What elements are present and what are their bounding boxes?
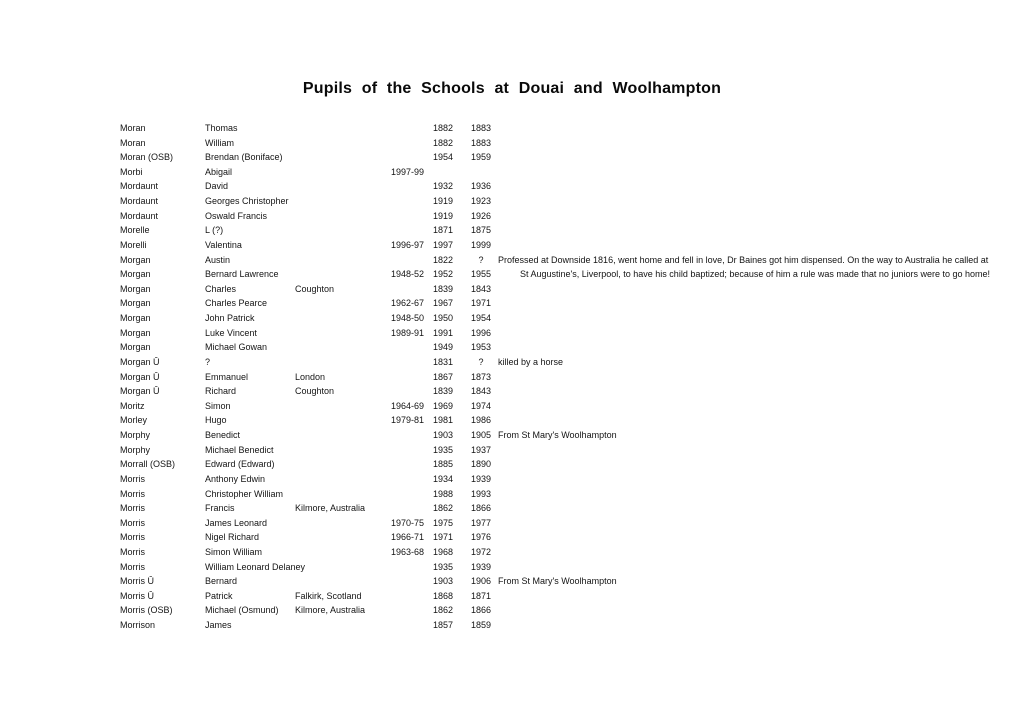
forename-cell: Richard — [205, 386, 237, 397]
table-row — [0, 136, 1024, 151]
forename-cell: Charles Pearce — [205, 298, 268, 309]
table-row — [0, 443, 1024, 458]
entry-year-cell: 1988 — [432, 488, 454, 499]
surname-cell: Moran — [120, 123, 146, 133]
table-row — [0, 267, 1024, 282]
leave-year-cell: 1954 — [470, 313, 492, 324]
table-row — [0, 370, 1024, 385]
leave-year-cell: 1936 — [470, 181, 492, 192]
entry-year-cell: 1867 — [432, 371, 454, 382]
surname-cell: Morgan Ū — [120, 371, 160, 382]
forename-cell: Thomas — [205, 123, 238, 133]
leave-year-cell: 1959 — [470, 152, 492, 163]
years-attended-cell: 1979-81 — [390, 415, 424, 426]
entry-year-cell: 1950 — [432, 313, 454, 324]
leave-year-cell: 1972 — [470, 546, 492, 557]
forename-cell: David — [205, 181, 229, 192]
leave-year-cell: 1926 — [470, 210, 492, 221]
surname-cell: Morris (OSB) — [120, 605, 173, 616]
surname-cell: Morrall (OSB) — [120, 459, 176, 470]
surname-cell: Morris — [120, 532, 145, 543]
note-cell: St Augustine's, Liverpool, to have his child baptized; because of him a rule was made that no juniors were to go home! — [520, 269, 990, 280]
entry-year-cell: 1857 — [432, 620, 454, 631]
surname-cell: Morgan Ū — [120, 386, 160, 397]
table-row — [0, 253, 1024, 268]
table-row — [0, 311, 1024, 326]
surname-cell: Mordaunt — [120, 181, 159, 192]
forename-cell: Michael Gowan — [205, 342, 268, 353]
surname-cell: Morelli — [120, 239, 147, 250]
leave-year-cell: 1859 — [470, 620, 492, 631]
table-row — [0, 501, 1024, 516]
note-cell: Professed at Downside 1816, went home and fell in love, Dr Baines got him dispensed. On the way to Australia he called at — [498, 254, 989, 265]
entry-year-cell: 1949 — [432, 342, 454, 353]
forename-cell: L (?) — [205, 225, 224, 236]
surname-cell: Morris — [120, 517, 145, 528]
entry-year-cell: 1831 — [432, 356, 454, 367]
entry-year-cell: 1862 — [432, 503, 454, 514]
leave-year-cell: 1905 — [470, 430, 492, 441]
entry-year-cell: 1932 — [432, 181, 454, 192]
table-row — [0, 487, 1024, 502]
years-attended-cell: 1948-52 — [390, 269, 424, 280]
table-row — [0, 150, 1024, 165]
surname-cell: Morgan — [120, 283, 151, 294]
surname-cell: Morgan — [120, 342, 151, 353]
forename-cell: Edward (Edward) — [205, 459, 275, 470]
table-row — [0, 413, 1024, 428]
entry-year-cell: 1882 — [432, 123, 454, 133]
entry-year-cell: 1969 — [432, 400, 454, 411]
surname-cell: Morrison — [120, 620, 156, 631]
leave-year-cell: 1974 — [470, 400, 492, 411]
entry-year-cell: 1871 — [432, 225, 454, 236]
surname-cell: Morgan — [120, 327, 151, 338]
leave-year-cell: 1993 — [470, 488, 492, 499]
years-attended-cell: 1964-69 — [390, 400, 424, 411]
surname-cell: Morgan Ū — [120, 356, 160, 367]
surname-cell: Morris Ū — [120, 590, 154, 601]
note-cell: killed by a horse — [498, 356, 564, 367]
forename-cell: Bernard — [205, 576, 238, 587]
entry-year-cell: 1975 — [432, 517, 454, 528]
surname-cell: Mordaunt — [120, 210, 159, 221]
forename-cell: Michael (Osmund) — [205, 605, 279, 616]
entry-year-cell: 1935 — [432, 444, 454, 455]
surname-cell: Morris — [120, 546, 145, 557]
table-row — [0, 326, 1024, 341]
place-cell: Coughton — [295, 283, 335, 294]
years-attended-cell: 1963-68 — [390, 546, 424, 557]
leave-year-cell: 1883 — [470, 123, 492, 133]
forename-cell: Bernard Lawrence — [205, 269, 279, 280]
forename-cell: James Leonard — [205, 517, 268, 528]
surname-cell: Morris — [120, 561, 145, 572]
leave-year-cell: 1977 — [470, 517, 492, 528]
table-row — [0, 223, 1024, 238]
entry-year-cell: 1868 — [432, 590, 454, 601]
table-row — [0, 457, 1024, 472]
place-cell: Kilmore, Australia — [295, 605, 366, 616]
entry-year-cell: 1971 — [432, 532, 454, 543]
table-row — [0, 194, 1024, 209]
years-attended-cell: 1996-97 — [390, 239, 424, 250]
leave-year-cell: 1843 — [470, 283, 492, 294]
forename-cell: Abigail — [205, 166, 233, 177]
entry-year-cell: 1822 — [432, 254, 454, 265]
forename-cell: Valentina — [205, 239, 242, 250]
forename-cell: Luke Vincent — [205, 327, 257, 338]
forename-cell: Francis — [205, 503, 235, 514]
entry-year-cell: 1981 — [432, 415, 454, 426]
forename-cell: John Patrick — [205, 313, 255, 324]
forename-cell: Michael Benedict — [205, 444, 274, 455]
leave-year-cell: 1986 — [470, 415, 492, 426]
place-cell: Coughton — [295, 386, 335, 397]
forename-cell: William — [205, 137, 234, 148]
leave-year-cell: 1866 — [470, 503, 492, 514]
entry-year-cell: 1839 — [432, 283, 454, 294]
table-row — [0, 340, 1024, 355]
entry-year-cell: 1935 — [432, 561, 454, 572]
surname-cell: Morris — [120, 473, 145, 484]
note-cell: From St Mary's Woolhampton — [498, 576, 617, 587]
surname-cell: Moritz — [120, 400, 145, 411]
leave-year-cell: 1875 — [470, 225, 492, 236]
entry-year-cell: 1919 — [432, 210, 454, 221]
forename-cell: James — [205, 620, 232, 631]
entry-year-cell: 1903 — [432, 430, 454, 441]
leave-year-cell: 1939 — [470, 561, 492, 572]
surname-cell: Moran (OSB) — [120, 152, 174, 163]
table-row — [0, 603, 1024, 618]
leave-year-cell: 1999 — [470, 239, 492, 250]
surname-cell: Morphy — [120, 444, 151, 455]
table-row — [0, 574, 1024, 589]
table-row — [0, 545, 1024, 560]
table-row — [0, 355, 1024, 370]
surname-cell: Morley — [120, 415, 148, 426]
table-row — [0, 618, 1024, 633]
entry-year-cell: 1919 — [432, 196, 454, 207]
page-title: Pupils of the Schools at Douai and Woolhampton — [302, 80, 722, 97]
leave-year-cell: 1883 — [470, 137, 492, 148]
table-row — [0, 589, 1024, 604]
entry-year-cell: 1903 — [432, 576, 454, 587]
forename-cell: Christopher William — [205, 488, 284, 499]
table-row — [0, 209, 1024, 224]
leave-year-cell: 1873 — [470, 371, 492, 382]
entry-year-cell: 1952 — [432, 269, 454, 280]
entry-year-cell: 1954 — [432, 152, 454, 163]
leave-year-cell: 1871 — [470, 590, 492, 601]
table-row — [0, 179, 1024, 194]
forename-cell: Benedict — [205, 430, 241, 441]
forename-cell: William Leonard Delaney — [205, 561, 306, 572]
forename-cell: Patrick — [205, 590, 233, 601]
table-row — [0, 282, 1024, 297]
years-attended-cell: 1948-50 — [390, 313, 424, 324]
surname-cell: Morelle — [120, 225, 150, 236]
table-row — [0, 121, 1024, 136]
table-row — [0, 516, 1024, 531]
table-row — [0, 399, 1024, 414]
table-row — [0, 165, 1024, 180]
forename-cell: Hugo — [205, 415, 227, 426]
table-row — [0, 428, 1024, 443]
table-row — [0, 238, 1024, 253]
surname-cell: Morbi — [120, 166, 143, 177]
forename-cell: Georges Christopher — [205, 196, 289, 207]
surname-cell: Morris — [120, 503, 145, 514]
table-row — [0, 472, 1024, 487]
forename-cell: Charles — [205, 283, 237, 294]
leave-year-cell: 1866 — [470, 605, 492, 616]
leave-year-cell: 1843 — [470, 386, 492, 397]
leave-year-cell: 1890 — [470, 459, 492, 470]
leave-year-cell: 1923 — [470, 196, 492, 207]
surname-cell: Morgan — [120, 254, 151, 265]
entry-year-cell: 1862 — [432, 605, 454, 616]
entry-year-cell: 1885 — [432, 459, 454, 470]
forename-cell: Emmanuel — [205, 371, 249, 382]
leave-year-cell: ? — [478, 254, 484, 265]
forename-cell: Brendan (Boniface) — [205, 152, 283, 163]
surname-cell: Mordaunt — [120, 196, 159, 207]
entry-year-cell: 1882 — [432, 137, 454, 148]
forename-cell: Simon — [205, 400, 231, 411]
surname-cell: Morris Ū — [120, 576, 154, 587]
entry-year-cell: 1967 — [432, 298, 454, 309]
surname-cell: Morris — [120, 488, 145, 499]
place-cell: London — [295, 371, 326, 382]
entry-year-cell: 1991 — [432, 327, 454, 338]
years-attended-cell: 1966-71 — [390, 532, 424, 543]
leave-year-cell: 1976 — [470, 532, 492, 543]
entry-year-cell: 1934 — [432, 473, 454, 484]
forename-cell: Nigel Richard — [205, 532, 260, 543]
forename-cell: Oswald Francis — [205, 210, 268, 221]
surname-cell: Moran — [120, 137, 146, 148]
leave-year-cell: 1906 — [470, 576, 492, 587]
table-row — [0, 530, 1024, 545]
leave-year-cell: 1971 — [470, 298, 492, 309]
years-attended-cell: 1962-67 — [390, 298, 424, 309]
forename-cell: Austin — [205, 254, 231, 265]
years-attended-cell: 1989-91 — [390, 327, 424, 338]
surname-cell: Morphy — [120, 430, 151, 441]
place-cell: Falkirk, Scotland — [295, 590, 362, 601]
years-attended-cell: 1970-75 — [390, 517, 424, 528]
table-row — [0, 560, 1024, 575]
forename-cell: ? — [205, 356, 211, 367]
leave-year-cell: 1939 — [470, 473, 492, 484]
years-attended-cell: 1997-99 — [390, 166, 424, 177]
note-cell: From St Mary's Woolhampton — [498, 430, 617, 441]
leave-year-cell: 1937 — [470, 444, 492, 455]
leave-year-cell: ? — [478, 356, 484, 367]
table-row — [0, 296, 1024, 311]
place-cell: Kilmore, Australia — [295, 503, 366, 514]
leave-year-cell: 1953 — [470, 342, 492, 353]
entry-year-cell: 1997 — [432, 239, 454, 250]
forename-cell: Anthony Edwin — [205, 473, 266, 484]
entry-year-cell: 1839 — [432, 386, 454, 397]
table-row — [0, 384, 1024, 399]
surname-cell: Morgan — [120, 269, 151, 280]
leave-year-cell: 1955 — [470, 269, 492, 280]
surname-cell: Morgan — [120, 298, 151, 309]
leave-year-cell: 1996 — [470, 327, 492, 338]
forename-cell: Simon William — [205, 546, 263, 557]
surname-cell: Morgan — [120, 313, 151, 324]
entry-year-cell: 1968 — [432, 546, 454, 557]
